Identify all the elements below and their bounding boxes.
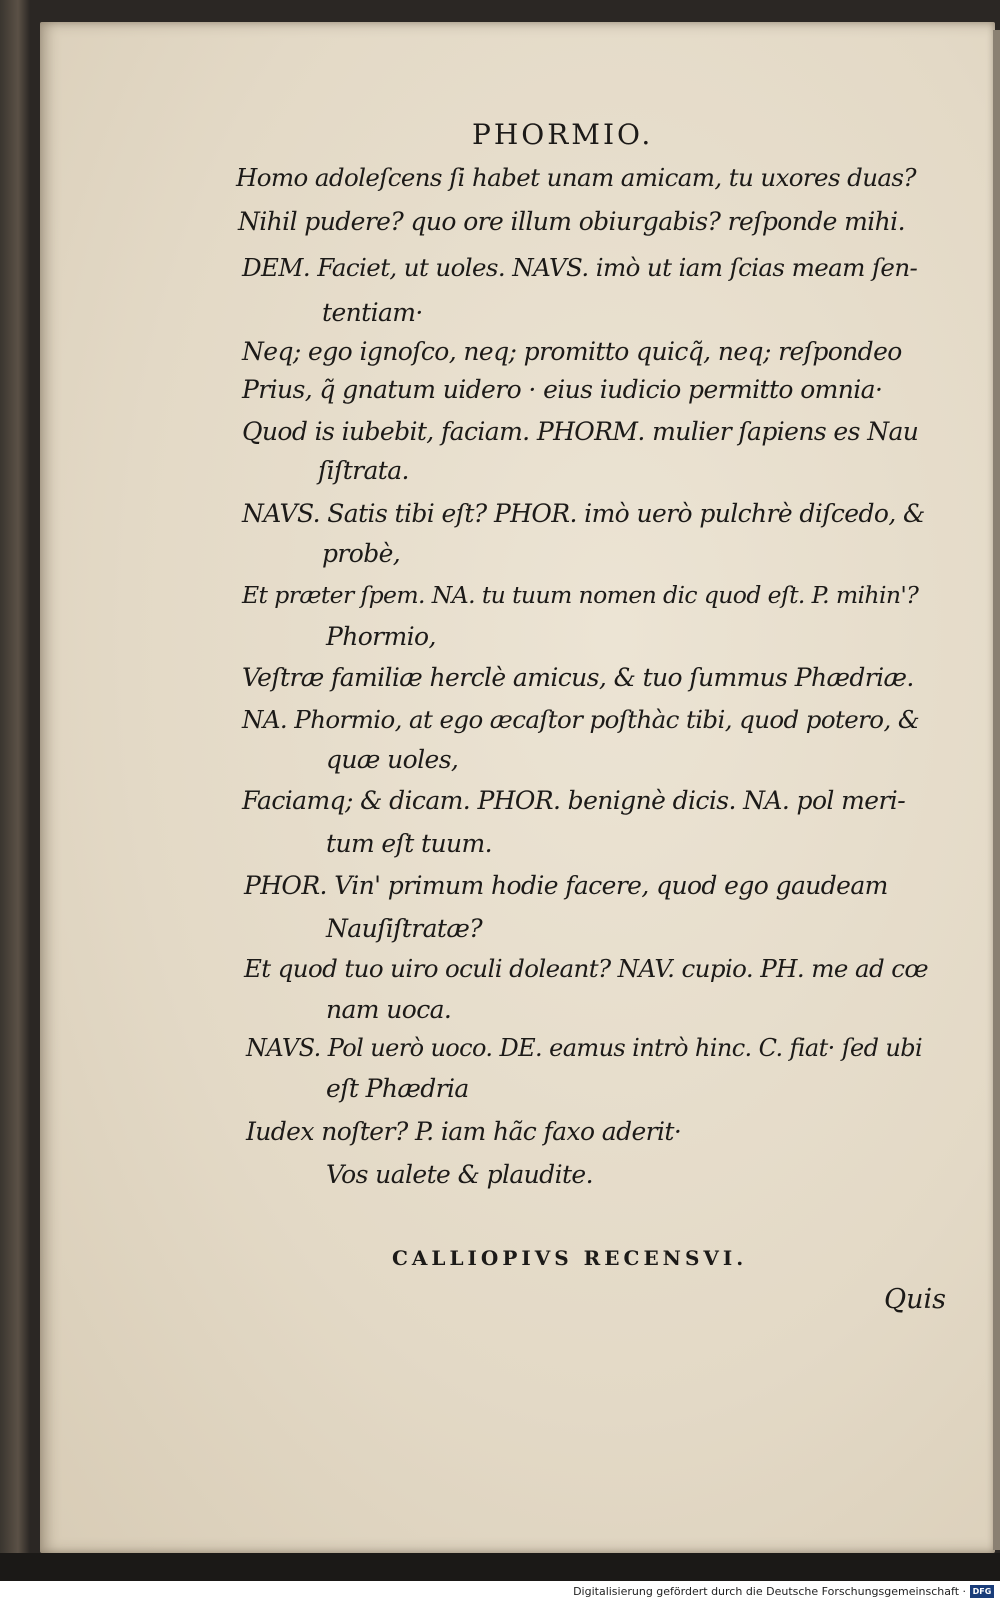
- text-line: Homo adoleſcens ſi habet unam amicam, tu uxores duas?: [236, 163, 916, 192]
- text-line: PHOR. Vin' primum hodie facere, quod ego gaudeam: [244, 871, 888, 900]
- text-line: quæ uoles,: [326, 745, 459, 774]
- text-line: Neq; ego ignoſco, neq; promitto quicq̃, neq; reſpondeo: [242, 337, 902, 366]
- text-line: NAVS. Pol uerò uoco. DE. eamus intrò hinc. C. fiat· ſed ubi: [246, 1034, 923, 1062]
- text-line: Nauſiſtratæ?: [326, 914, 483, 943]
- colophon: CALLIOPIVS RECENSVI.: [392, 1246, 748, 1270]
- text-line: Phormio,: [326, 622, 436, 651]
- text-line: eſt Phædria: [326, 1074, 469, 1103]
- text-line: Faciamq; & dicam. PHOR. benignè dicis. NA. pol meri-: [242, 786, 906, 815]
- text-line: nam uoca.: [326, 995, 452, 1024]
- digitization-footer: [0, 1581, 1000, 1603]
- text-line: Et præter ſpem. NA. tu tuum nomen dic quod eſt. P. mihin'?: [242, 581, 919, 609]
- running-head: PHORMIO.: [472, 118, 654, 151]
- text-line: NAVS. Satis tibi eſt? PHOR. imò uerò pulchrè diſcedo, &: [242, 499, 925, 528]
- text-line: Quod is iubebit, faciam. PHORM. mulier ſapiens es Nau: [242, 417, 919, 446]
- text-line: Veſtræ familiæ herclè amicus, & tuo ſummus Phædriæ.: [242, 663, 914, 692]
- text-line: tum eſt tuum.: [326, 829, 492, 858]
- text-line: Nihil pudere? quo ore illum obiurgabis? reſponde mihi.: [238, 207, 905, 236]
- dfg-logo-icon: DFG: [970, 1585, 994, 1598]
- page-edge: [993, 30, 1000, 1550]
- text-line: Et quod tuo uiro oculi doleant? NAV. cupio. PH. me ad cœ: [244, 954, 929, 983]
- text-line: NA. Phormio, at ego æcaſtor poſthàc tibi, quod potero, &: [242, 705, 920, 734]
- footer-credit: Digitalisierung gefördert durch die Deutsche Forschungsgemeinschaft ·: [573, 1585, 966, 1598]
- text-line: tentiam·: [322, 298, 423, 327]
- text-line: Iudex noſter? P. iam hãc faxo aderit·: [246, 1117, 682, 1146]
- text-line: Vos ualete & plaudite.: [326, 1160, 593, 1189]
- catchword: Quis: [884, 1284, 947, 1315]
- text-line: ſiſtrata.: [318, 456, 409, 485]
- text-line: DEM. Faciet, ut uoles. NAVS. imò ut iam ſcias meam ſen-: [242, 253, 918, 282]
- text-line: probè,: [322, 539, 401, 568]
- text-line: Prius, q̃ gnatum uidero · eius iudicio permitto omnia·: [242, 375, 883, 404]
- scan-bottom-border: [0, 1553, 1000, 1581]
